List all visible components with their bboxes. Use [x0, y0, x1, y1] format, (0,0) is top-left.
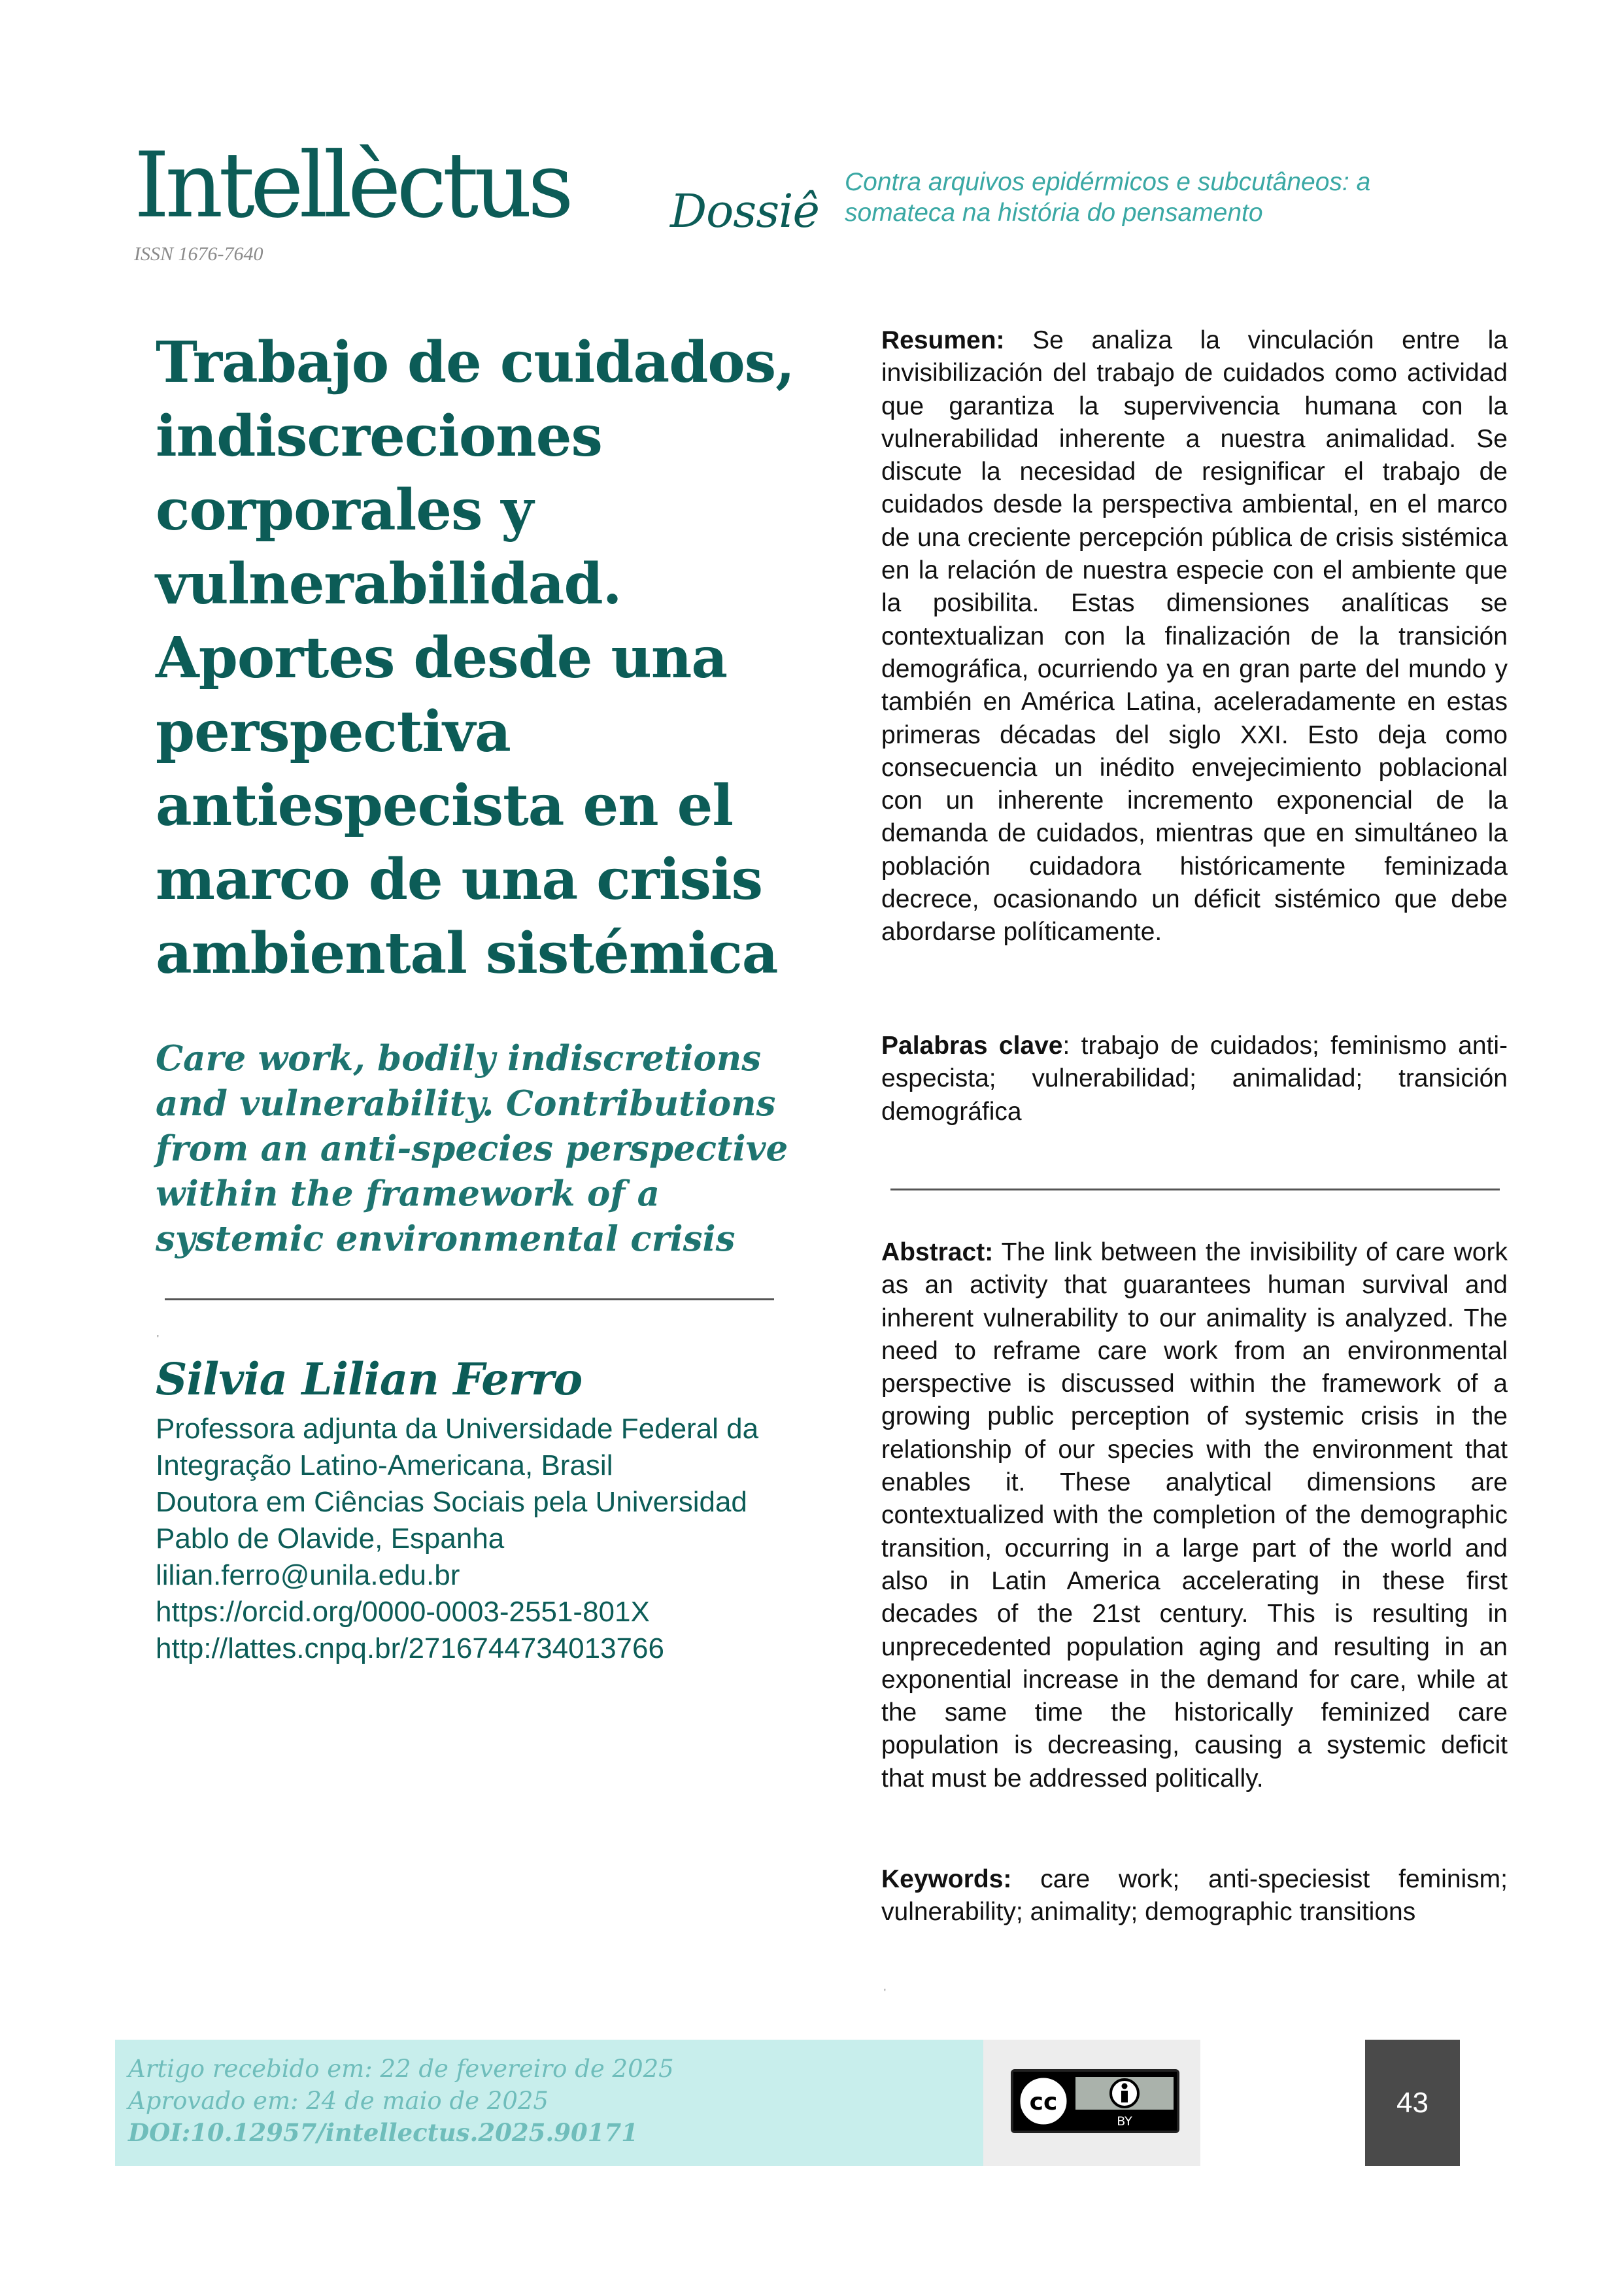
affiliation-line: Pablo de Olavide, Espanha: [156, 1523, 505, 1555]
issn: ISSN 1676-7640: [134, 243, 263, 265]
journal-logo: Intellèctus: [134, 133, 569, 238]
received-date: Artigo recebido em: 22 de fevereiro de 2025: [128, 2055, 674, 2083]
left-divider: [165, 1298, 774, 1300]
section-label: Dossiê: [670, 184, 819, 238]
abstract-block: [881, 1236, 1508, 1795]
page-number: [1365, 2040, 1460, 2166]
palabras-text: : trabajo de cuidados; feminismo anti-especista; vulnerabilidad; animalidad; transición demográfica: [881, 1032, 1508, 1126]
author-email[interactable]: lilian.ferro@unila.edu.br: [156, 1559, 460, 1591]
separator-mark-2: ': [884, 1987, 887, 1999]
cc-by-icon: [1013, 2072, 1177, 2131]
article-subtitle-en: Care work, bodily indiscretions and vulnerability. Contributions from an anti-species perspective within the framework of a systemic environmental crisis: [156, 1038, 788, 1259]
affiliation-line: Doutora em Ciências Sociais pela Universidad: [156, 1486, 747, 1518]
keywords-block: [881, 1863, 1508, 1929]
abstract-text: The link between the invisibility of care work as an activity that guarantees human survival and inherent vulnerability to our animality is analyzed. The need to reframe care work from an environmental perspective is discussed within the framework of a growing public perception of systemic crisis in the relationship of our species with the environment that enables it. These analytical dimensions are contextualized with the completion of the demographic transition, occurring in a large part of the world and also in Latin America accelerating in these first decades of the 21st century. This is resulting in unprecedented population aging and resulting in an exponential increase in the demand for care, while at the same time the historically feminized care population is decreasing, causing a systemic deficit that must be addressed politically.: [881, 1238, 1508, 1793]
palabras-clave-block: [881, 1030, 1508, 1128]
resumen-label: Resumen:: [881, 326, 1005, 354]
author-name: Silvia Lilian Ferro: [156, 1353, 583, 1405]
cc-by-license-badge[interactable]: [1011, 2069, 1179, 2133]
section-subtitle: Contra arquivos epidérmicos e subcutâneos: a somateca na história do pensamento: [845, 168, 1371, 227]
page-number-text: 43: [1396, 2086, 1429, 2119]
resumen-text: Se analiza la vinculación entre la invisibilización del trabajo de cuidados como actividad que garantiza la supervivencia humana con la vulnerabilidad inherente a nuestra animalidad. Se discute la necesidad de resignificar el trabajo de cuidados desde la perspectiva ambiental, en el marco de una creciente percepción pública de crisis sistémica en la relación de nuestra especie con el ambiente que la posibilita. Estas dimensiones analíticas se contextualizan con la finalización de la transición demográfica, ocurriendo ya en gran parte del mundo y también en América Latina, aceleradamente en estas primeras décadas del siglo XXI. Esto deja como consecuencia un inédito envejecimiento poblacional con un inherente incremento exponencial de la demanda de cuidados, mientras que en simultáneo la población cuidadora históricamente feminizada decrece, ocasionando un déficit sistémico que debe abordarse políticamente.: [881, 326, 1508, 947]
palabras-label: Palabras clave: [881, 1032, 1063, 1060]
separator-mark: ': [157, 1334, 160, 1345]
keywords-label: Keywords:: [881, 1865, 1012, 1893]
footer-dates: [128, 2053, 674, 2149]
resumen-block: [881, 324, 1508, 949]
affiliation-line: Professora adjunta da Universidade Federal da: [156, 1413, 759, 1445]
cc-text: cc: [1029, 2089, 1058, 2116]
doi[interactable]: DOI:10.12957/intellectus.2025.90171: [128, 2118, 638, 2147]
author-affiliation: [156, 1411, 822, 1667]
article-title: Trabajo de cuidados, indiscreciones corporales y vulnerabilidad. Aportes desde una perspectiva antiespecista en el marco de una crisis ambiental sistémica: [156, 329, 795, 987]
orcid-link[interactable]: https://orcid.org/0000-0003-2551-801X: [156, 1596, 650, 1628]
affiliation-line: Integração Latino-Americana, Brasil: [156, 1449, 613, 1481]
abstract-label: Abstract:: [881, 1238, 994, 1266]
lattes-link[interactable]: http://lattes.cnpq.br/2716744734013766: [156, 1632, 664, 1664]
keywords-text: care work; anti-speciesist feminism; vulnerability; animality; demographic transitions: [881, 1865, 1508, 1927]
right-divider: [890, 1189, 1500, 1190]
approved-date: Aprovado em: 24 de maio de 2025: [128, 2087, 549, 2115]
by-text: BY: [1117, 2114, 1132, 2129]
